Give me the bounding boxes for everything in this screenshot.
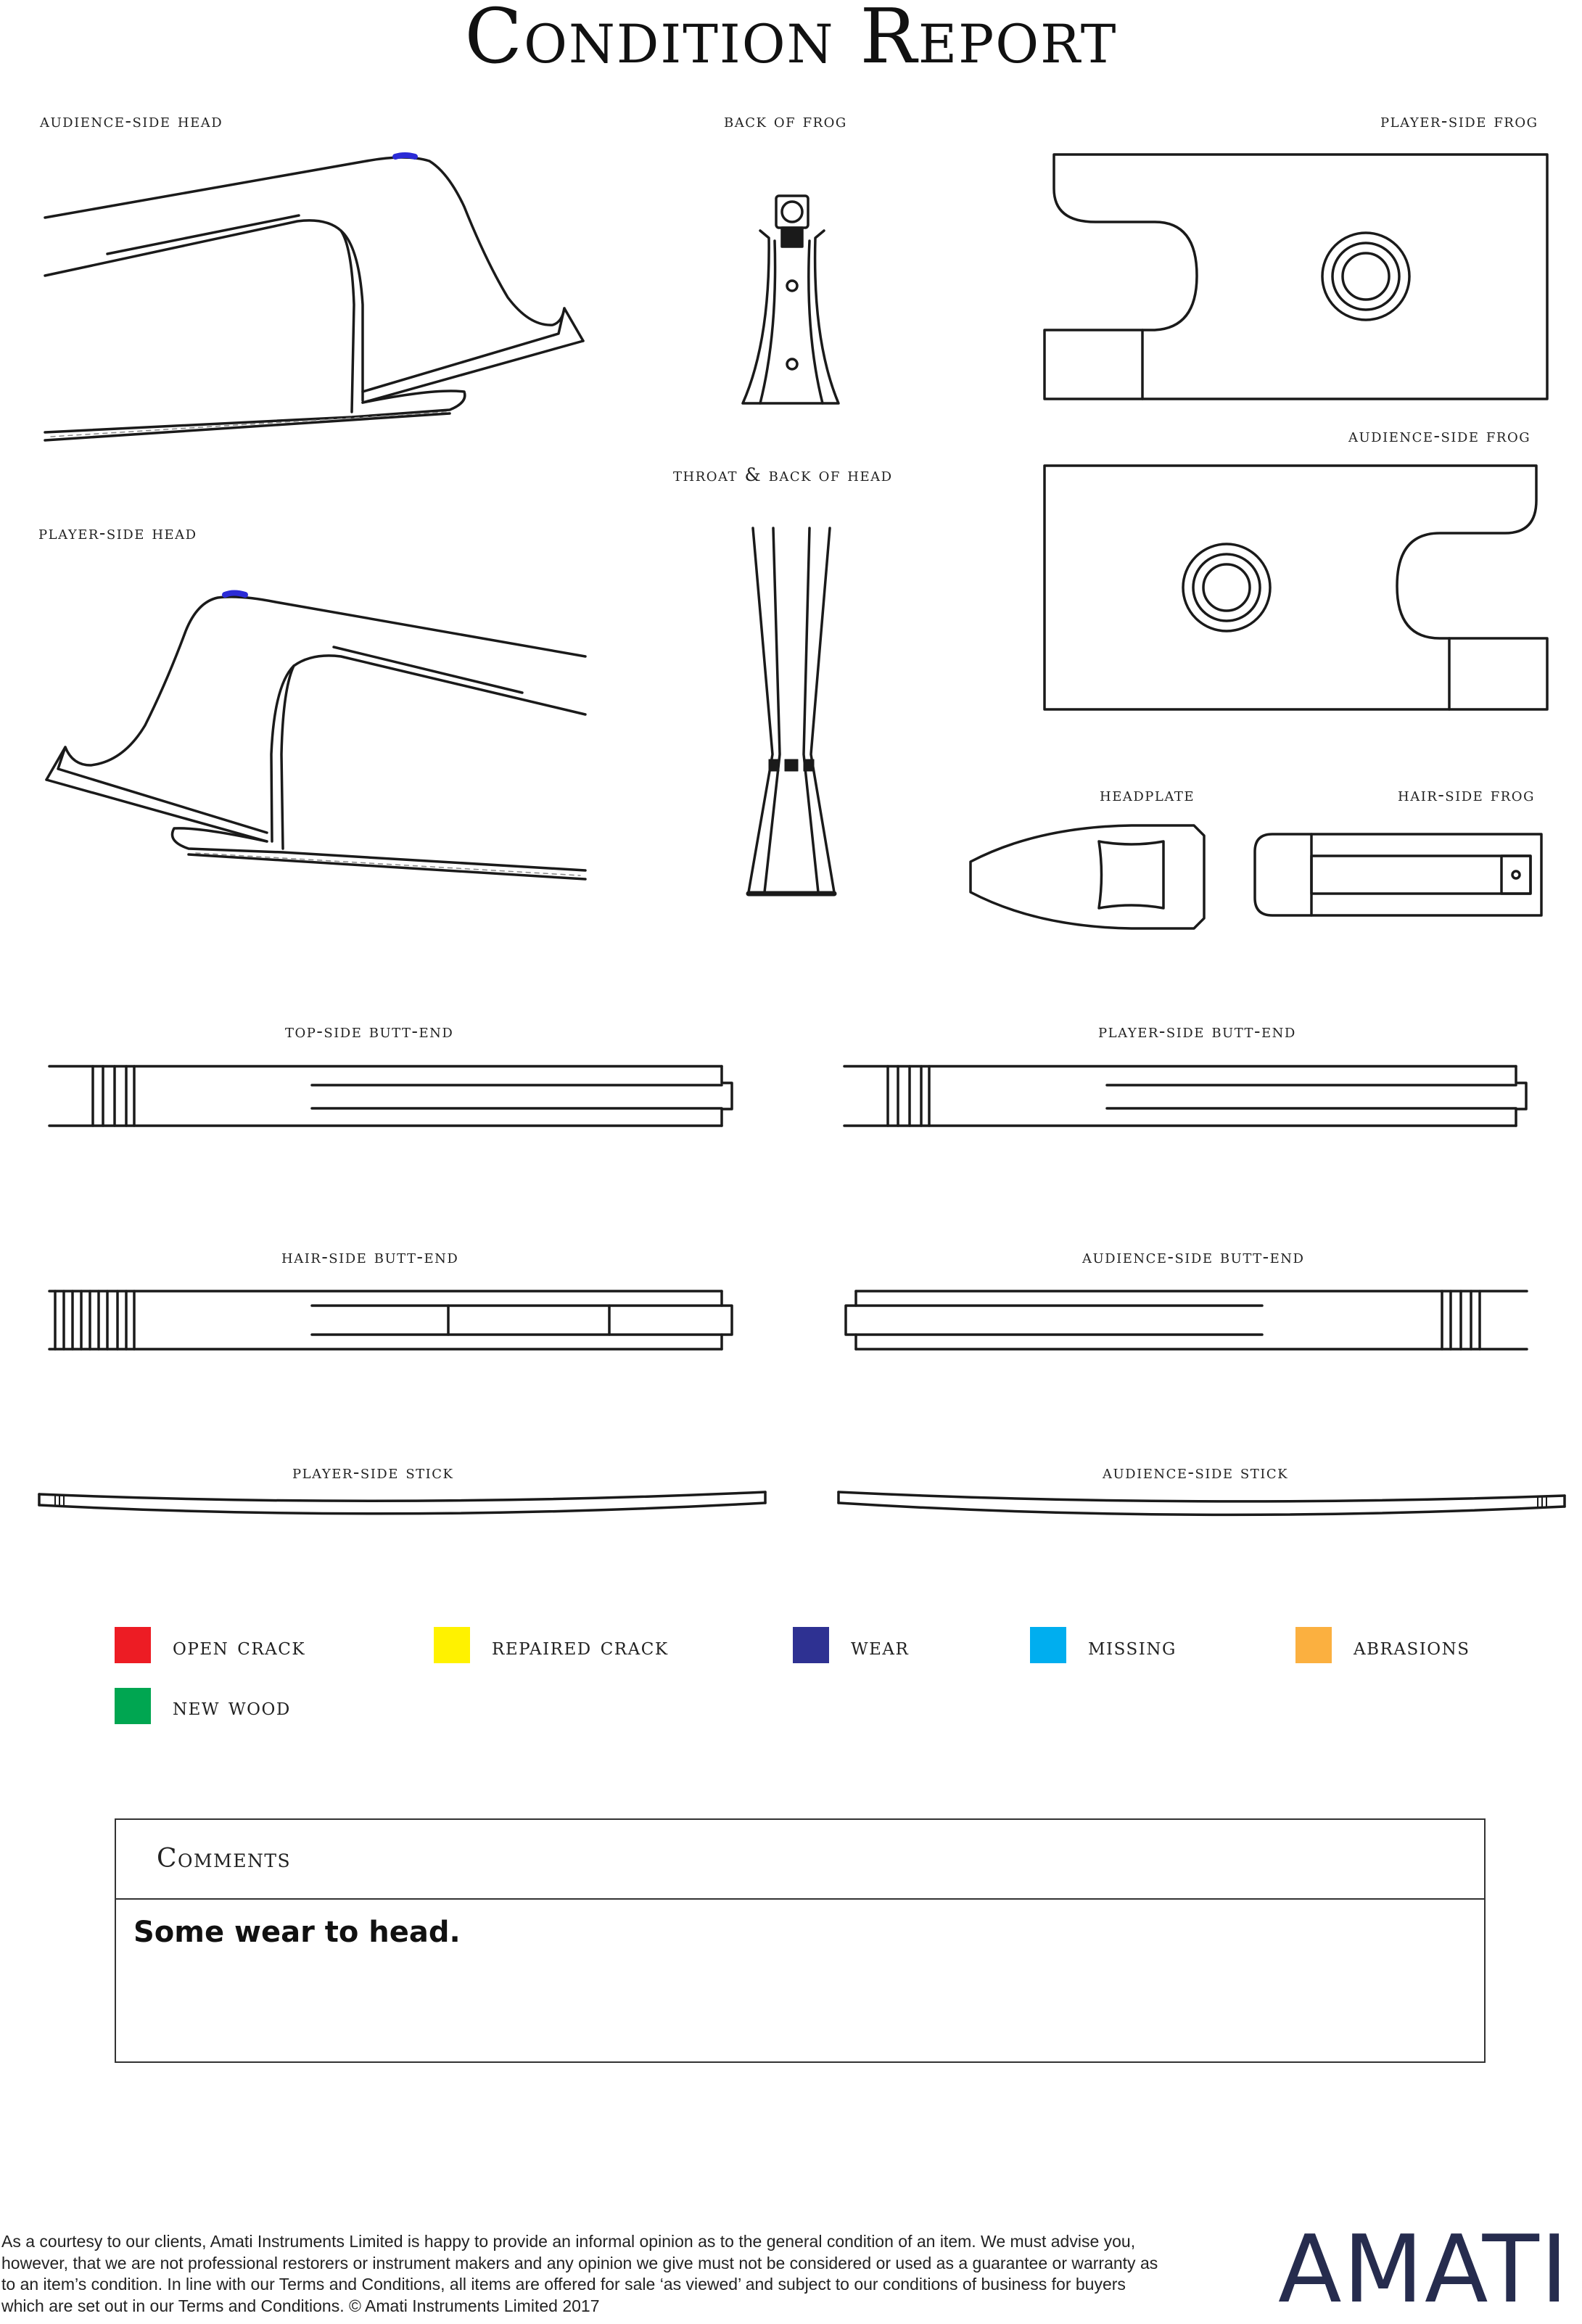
audience-side-stick-drawing — [839, 1492, 1565, 1515]
legend-swatch-repaired-crack — [434, 1627, 470, 1663]
label-throat-back-of-head: throat & back of head — [673, 464, 893, 485]
label-player-side-stick: player-side stick — [292, 1462, 454, 1483]
hair-side-frog-drawing — [1255, 834, 1541, 915]
legend-label-missing: missing — [1088, 1632, 1177, 1660]
legend-label-open-crack: open crack — [173, 1632, 306, 1660]
label-top-side-butt-end: top-side butt-end — [285, 1021, 454, 1042]
player-side-stick-drawing — [39, 1492, 765, 1514]
brand-logo: AMATI — [1278, 2216, 1570, 2324]
legend-swatch-missing — [1030, 1627, 1066, 1663]
headplate-drawing — [971, 825, 1204, 928]
comments-box — [115, 1818, 1486, 2063]
label-audience-side-frog: audience-side frog — [1348, 425, 1531, 446]
top-side-butt-end-drawing — [49, 1066, 732, 1126]
audience-side-frog-drawing — [1045, 466, 1547, 709]
player-side-frog-drawing — [1045, 154, 1547, 399]
legend-label-new-wood: new wood — [173, 1692, 291, 1721]
legend-label-wear: wear — [851, 1632, 910, 1660]
legend-swatch-new-wood — [115, 1688, 151, 1724]
wear-mark — [225, 593, 245, 596]
audience-side-butt-end-drawing — [846, 1291, 1527, 1349]
legend-label-abrasions: abrasions — [1354, 1632, 1470, 1660]
comments-heading: Comments — [116, 1820, 1484, 1900]
wear-mark — [395, 155, 415, 157]
legend-swatch-wear — [793, 1627, 829, 1663]
label-audience-side-stick: audience-side stick — [1103, 1462, 1289, 1483]
hair-side-butt-end-drawing — [49, 1291, 732, 1349]
back-of-frog-drawing — [743, 196, 839, 403]
legend-swatch-open-crack — [115, 1627, 151, 1663]
label-back-of-frog: back of frog — [724, 110, 847, 131]
legend-swatch-abrasions — [1295, 1627, 1332, 1663]
label-headplate: headplate — [1100, 784, 1195, 805]
player-side-butt-end-drawing — [844, 1066, 1526, 1126]
label-audience-side-butt-end: audience-side butt-end — [1082, 1246, 1305, 1267]
throat-back-of-head-drawing — [749, 528, 834, 894]
comments-text: Some wear to head. — [133, 1916, 461, 1949]
label-player-side-head: player-side head — [38, 522, 197, 543]
label-player-side-butt-end: player-side butt-end — [1098, 1021, 1296, 1042]
disclaimer-text: As a courtesy to our clients, Amati Instruments Limited is happy to provide an informal opinion as to the general condition of an item. We must advise you, however, that we are not professional restorers or instrument makers and any opinion we give must not be considered or used as a guarantee or warranty as to an item’s condition. In line with our Terms and Conditions, all items are offered for sale ‘as viewed’ and subject to our conditions of business for buyers which are set out in our Terms and Conditions. © Amati Instruments Limited 2017 — [1, 2232, 1158, 2315]
player-side-head-drawing — [46, 593, 585, 880]
page-title: Condition Report — [464, 0, 1118, 81]
label-hair-side-butt-end: hair-side butt-end — [281, 1246, 459, 1267]
label-player-side-frog: player-side frog — [1380, 110, 1538, 131]
label-hair-side-frog: hair-side frog — [1398, 784, 1535, 805]
audience-side-head-drawing — [45, 155, 583, 440]
legend-label-repaired-crack: repaired crack — [492, 1632, 669, 1660]
label-audience-side-head: audience-side head — [40, 110, 223, 131]
